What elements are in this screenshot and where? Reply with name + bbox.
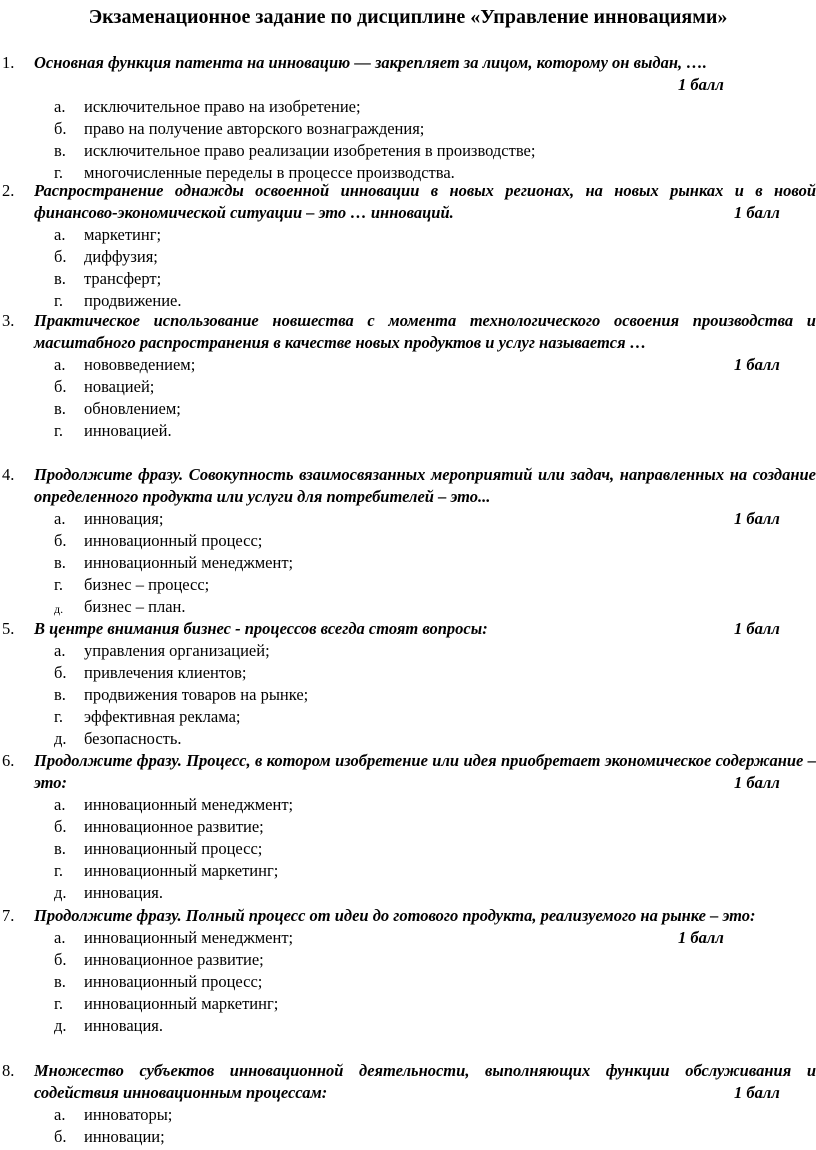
answer-option [0,224,816,246]
question-number: 1. [2,53,15,72]
answer-option [0,96,816,118]
option-text: инновационное развитие; [84,817,264,836]
question-text: В центре внимания бизнес - процессов всегда стоят вопросы: [34,619,488,638]
option-letter: в. [54,685,66,704]
option-letter: д. [54,1016,67,1035]
question-text: Продолжите фразу. Совокупность взаимосвязанных мероприятий или задач, направленных на создание определенного продукта или услуги для потребителей – это... [34,465,816,506]
option-text: инновационный маркетинг; [84,861,279,880]
answer-option [0,1104,816,1126]
question-score: 1 балл [734,355,780,374]
question-1 [0,52,816,184]
option-text: маркетинг; [84,225,162,244]
answer-option [0,640,816,662]
answer-option [0,1126,816,1148]
answer-option [0,530,816,552]
option-letter: д. [54,729,67,748]
question-7 [0,905,816,1037]
question-6 [0,750,816,904]
answer-option [0,794,816,816]
option-text: инновация. [84,1016,164,1035]
option-text: бизнес – план. [84,597,186,616]
option-letter: в. [54,972,66,991]
option-text: инновационный менеджмент; [84,553,294,572]
answer-option [0,268,816,290]
option-letter: б. [54,247,67,266]
option-letter: а. [54,928,66,947]
answer-option [0,971,816,993]
option-text: безопасность. [84,729,182,748]
question-text: Продолжите фразу. Полный процесс от идеи до готового продукта, реализуемого на рынке – это: [34,906,756,925]
answer-option [0,728,816,750]
option-text: диффузия; [84,247,158,266]
answer-option [0,1015,816,1037]
option-text: инновация; [84,509,164,528]
answer-option [0,662,816,684]
option-letter: г. [54,707,64,726]
option-text: инновационный процесс; [84,972,263,991]
option-letter: б. [54,1127,67,1146]
answer-option [0,246,816,268]
question-8 [0,1060,816,1148]
question-number: 8. [2,1061,15,1080]
option-text: исключительное право на изобретение; [84,97,361,116]
question-score: 1 балл [734,773,780,792]
question-text: Распространение однажды освоенной инновации в новых регионах, на новых рынках и в новой финансово-экономической ситуации – это … инноваций. [34,181,816,222]
question-score: 1 балл [734,619,780,638]
answer-option [0,420,816,442]
option-letter: а. [54,355,66,374]
answer-option [0,596,816,618]
question-score: 1 балл [678,928,724,947]
answer-option [0,354,816,376]
document-title: Экзаменационное задание по дисциплине «Управление инновациями» [88,6,728,28]
option-letter: д. [54,602,64,616]
option-text: инновацией. [84,421,172,440]
option-letter: г. [54,291,64,310]
option-text: эффективная реклама; [84,707,241,726]
option-letter: б. [54,119,67,138]
option-letter: б. [54,377,67,396]
question-score: 1 балл [734,509,780,528]
answer-option [0,882,816,904]
option-text: право на получение авторского вознаграждения; [84,119,425,138]
option-letter: г. [54,163,64,182]
question-score: 1 балл [734,203,780,222]
option-text: инновации; [84,1127,165,1146]
question-text: Практическое использование новшества с момента технологического освоения производства и масштабного распространения в качестве новых продуктов и услуг называется … [34,311,816,352]
option-letter: б. [54,817,67,836]
question-number: 4. [2,465,15,484]
option-text: исключительное право реализации изобретения в производстве; [84,141,536,160]
option-letter: в. [54,141,66,160]
option-text: привлечения клиентов; [84,663,247,682]
answer-option [0,927,816,949]
question-2 [0,180,816,312]
option-letter: г. [54,421,64,440]
option-letter: б. [54,531,67,550]
answer-option [0,508,816,530]
question-3 [0,310,816,442]
answer-option [0,574,816,596]
answer-option [0,684,816,706]
question-score: 1 балл [734,1083,780,1102]
option-text: обновлением; [84,399,181,418]
option-text: трансферт; [84,269,162,288]
question-number: 7. [2,906,15,925]
option-letter: а. [54,509,66,528]
question-number: 3. [2,311,15,330]
question-text: Продолжите фразу. Процесс, в котором изобретение или идея приобретает экономическое содержание – это: [34,751,816,792]
option-text: инновационный процесс; [84,531,263,550]
option-letter: а. [54,225,66,244]
question-5 [0,618,816,750]
option-letter: б. [54,663,67,682]
option-text: многочисленные переделы в процессе производства. [84,163,455,182]
option-letter: а. [54,97,66,116]
option-letter: г. [54,575,64,594]
option-letter: в. [54,269,66,288]
option-text: инноваторы; [84,1105,173,1124]
answer-option [0,398,816,420]
question-number: 6. [2,751,15,770]
answer-option [0,993,816,1015]
answer-option [0,816,816,838]
option-text: новацией; [84,377,155,396]
option-letter: в. [54,553,66,572]
option-text: продвижения товаров на рынке; [84,685,309,704]
option-text: продвижение. [84,291,182,310]
option-letter: а. [54,1105,66,1124]
question-number: 2. [2,181,15,200]
question-score: 1 балл [678,75,724,94]
option-text: инновационный маркетинг; [84,994,279,1013]
option-letter: г. [54,861,64,880]
answer-option [0,290,816,312]
option-text: нововведением; [84,355,196,374]
option-letter: а. [54,641,66,660]
answer-option [0,838,816,860]
question-text: Множество субъектов инновационной деятельности, выполняющих функции обслуживания и содействия инновационным процессам: [34,1061,816,1102]
answer-option [0,860,816,882]
option-letter: в. [54,839,66,858]
option-text: инновационное развитие; [84,950,264,969]
answer-option [0,949,816,971]
answer-option [0,376,816,398]
option-text: инновация. [84,883,164,902]
question-text: Основная функция патента на инновацию — закрепляет за лицом, которому он выдан, …. [34,53,707,72]
option-text: инновационный менеджмент; [84,795,294,814]
option-text: бизнес – процесс; [84,575,210,594]
option-letter: в. [54,399,66,418]
option-letter: б. [54,950,67,969]
answer-option [0,552,816,574]
option-text: управления организацией; [84,641,270,660]
question-4 [0,464,816,618]
option-text: инновационный процесс; [84,839,263,858]
option-letter: г. [54,994,64,1013]
question-number: 5. [2,619,15,638]
option-letter: д. [54,883,67,902]
option-text: инновационный менеджмент; [84,928,294,947]
option-letter: а. [54,795,66,814]
answer-option [0,118,816,140]
answer-option [0,706,816,728]
answer-option [0,140,816,162]
